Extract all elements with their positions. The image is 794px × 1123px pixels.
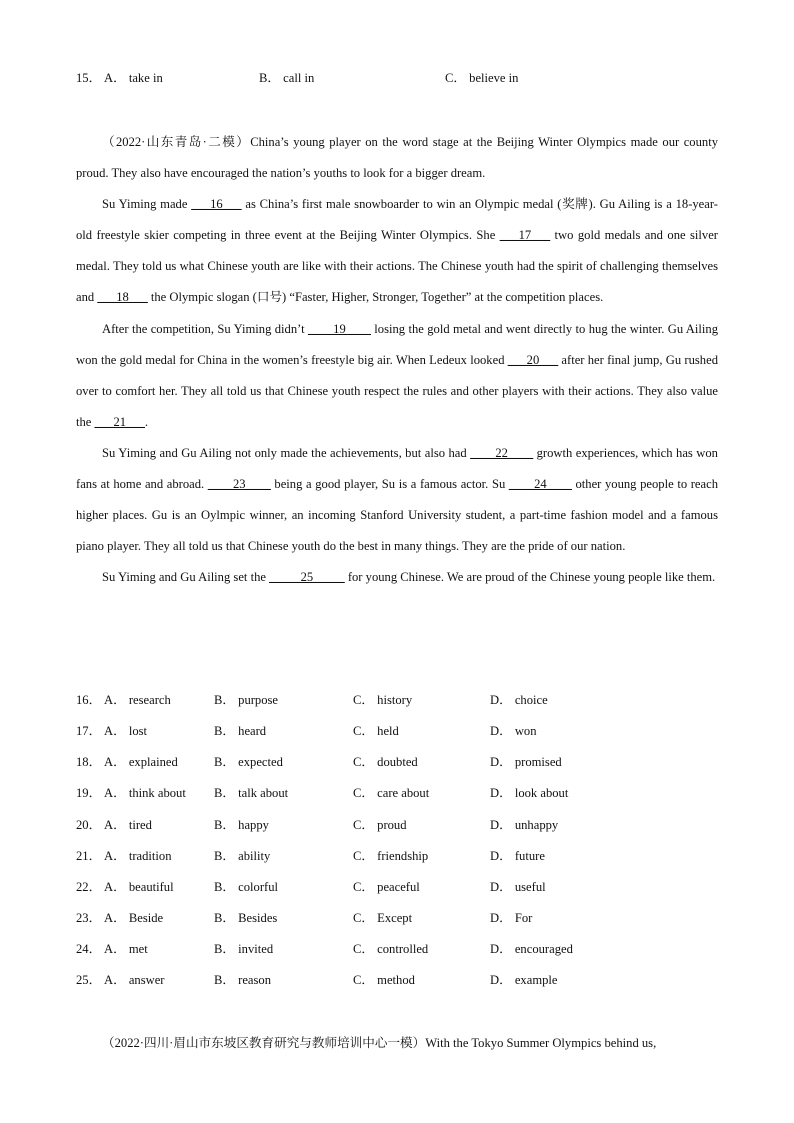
option-d: D． won bbox=[490, 724, 537, 739]
option-b: B． Besides bbox=[214, 910, 278, 925]
option-b: B． colorful bbox=[214, 879, 279, 894]
option-a: A． tired bbox=[104, 817, 152, 832]
option-b: B． ability bbox=[214, 848, 271, 863]
text-run: for young Chinese. We are proud of the Chinese young people like them. bbox=[344, 570, 716, 585]
option-c: C． care about bbox=[353, 786, 430, 801]
question-number: 24． bbox=[76, 942, 102, 957]
option-d: D． promised bbox=[490, 755, 562, 770]
question-row bbox=[76, 876, 736, 907]
option-b: B． purpose bbox=[214, 693, 279, 707]
option-a: A． met bbox=[104, 942, 148, 957]
cloze-passage bbox=[76, 127, 718, 593]
option-a: A． beautiful bbox=[104, 879, 174, 894]
option-c: C． proud bbox=[353, 817, 407, 832]
text-run: Su Yiming made bbox=[102, 197, 192, 212]
text-run: After the competition, Su Yiming didn’t bbox=[102, 321, 308, 336]
text-run: as China’s first male snowboarder to win an Olympic medal (奖牌). Gu Ailing is a 18-year-old freestyle skier competing in three event at the Beijing Winter Olympics. She bbox=[76, 197, 718, 243]
question-number: 20． bbox=[76, 817, 102, 832]
option-c: C． friendship bbox=[353, 848, 429, 863]
question-number: 15． bbox=[76, 71, 102, 85]
question-row bbox=[76, 782, 736, 813]
option-c: C． held bbox=[353, 724, 399, 739]
blank-22: ____22____ bbox=[470, 445, 534, 460]
option-b: B． invited bbox=[214, 942, 274, 957]
option-b: B． talk about bbox=[214, 786, 289, 801]
option-c: C． method bbox=[353, 973, 415, 988]
question-row bbox=[76, 969, 736, 1000]
question-number: 25． bbox=[76, 973, 102, 988]
option-b: B． call in bbox=[259, 71, 315, 85]
intro-text: With the Tokyo Summer Olympics behind us, bbox=[425, 1036, 657, 1050]
option-b: B． happy bbox=[214, 817, 269, 832]
option-c: C． history bbox=[353, 693, 413, 707]
text-run: other young people to reach higher places. Gu is an Oylmpic winner, an incoming Stanford University student, a part-time fashion model and a famous piano player. They all told us that Chinese youth do the best in many things. They are the pride of our nation. bbox=[76, 477, 719, 554]
text-run: two gold medals and one silver medal. They told us what Chinese youth are like with their actions. The Chinese youth had the spirit of challenging themselves and bbox=[76, 228, 718, 305]
option-d: D． encouraged bbox=[490, 942, 573, 957]
option-c: C． controlled bbox=[353, 942, 429, 957]
question-15 bbox=[76, 67, 736, 87]
paragraph-1 bbox=[76, 189, 718, 313]
question-number: 17． bbox=[76, 724, 102, 739]
option-a: A． answer bbox=[104, 973, 165, 988]
text-run: losing the gold metal and went directly to hug the winter. Gu Ailing won the gold medal for China in the women’s freestyle big air. When Ledeux looked bbox=[76, 321, 718, 367]
text-run: being a good player, Su is a famous actor. Su bbox=[270, 477, 509, 492]
blank-18: ___18___ bbox=[97, 290, 148, 305]
option-d: D． choice bbox=[490, 693, 548, 707]
blank-25: _____25_____ bbox=[269, 570, 345, 585]
passage-intro bbox=[76, 127, 718, 189]
text-run: growth experiences, which has won fans at home and abroad. bbox=[76, 445, 718, 492]
text-run: after her final jump, Gu rushed over to comfort her. They all told us that Chinese youth respect the rules and other players with their actions. They also value the bbox=[76, 352, 718, 429]
option-d: D． example bbox=[490, 973, 558, 988]
option-a: A． tradition bbox=[104, 848, 172, 863]
option-c: C． doubted bbox=[353, 755, 418, 770]
question-number: 18． bbox=[76, 755, 102, 770]
option-a: A． lost bbox=[104, 724, 148, 739]
text-run: . bbox=[144, 414, 149, 429]
option-c: C． peaceful bbox=[353, 879, 420, 894]
text-run: Su Yiming and Gu Ailing set the bbox=[102, 570, 270, 585]
blank-20: ___20___ bbox=[507, 352, 559, 367]
question-row bbox=[76, 751, 736, 782]
option-d: D． future bbox=[490, 848, 545, 863]
question-row bbox=[76, 938, 736, 969]
blank-17: ___17___ bbox=[499, 228, 551, 243]
question-row bbox=[76, 689, 736, 720]
option-a: A． explained bbox=[104, 755, 178, 770]
blank-16: ___16___ bbox=[191, 197, 242, 212]
option-a: A． Beside bbox=[104, 910, 164, 925]
paragraph-3 bbox=[76, 438, 718, 562]
blank-23: ____23____ bbox=[207, 477, 271, 492]
blank-19: ____19____ bbox=[307, 321, 371, 336]
option-d: D． unhappy bbox=[490, 817, 559, 832]
option-c: C． Except bbox=[353, 910, 413, 925]
option-b: B． heard bbox=[214, 724, 267, 739]
question-number: 16． bbox=[76, 693, 102, 707]
question-number: 23． bbox=[76, 910, 102, 925]
answer-options bbox=[76, 689, 736, 1000]
text-run: Su Yiming and Gu Ailing not only made the achievements, but also had bbox=[102, 445, 471, 460]
paragraph-2 bbox=[76, 314, 718, 438]
option-b: B． expected bbox=[214, 755, 283, 770]
text-run: the Olympic slogan (口号) “Faster, Higher, Stronger, Together” at the competition places. bbox=[147, 290, 604, 305]
option-d: D． useful bbox=[490, 879, 546, 894]
option-a: A． think about bbox=[104, 786, 186, 801]
intro-text: China’s young player on the word stage at the Beijing Winter Olympics made our county proud. They also have encouraged the nation’s youths to look for a bigger dream. bbox=[76, 135, 718, 181]
next-passage-intro bbox=[76, 1032, 722, 1051]
option-d: D． For bbox=[490, 910, 533, 925]
option-d: D． look about bbox=[490, 786, 569, 801]
option-a: A． take in bbox=[104, 71, 163, 85]
question-number: 21． bbox=[76, 848, 102, 863]
source-note: （2022·山东青岛·二模） bbox=[102, 135, 251, 149]
blank-21: ___21___ bbox=[94, 414, 145, 429]
question-row bbox=[76, 720, 736, 751]
question-number: 19． bbox=[76, 786, 102, 801]
paragraph-4 bbox=[76, 562, 718, 593]
source-note: （2022·四川·眉山市东坡区教育研究与教师培训中心一模） bbox=[102, 1036, 426, 1050]
question-row bbox=[76, 845, 736, 876]
option-c: C． believe in bbox=[445, 71, 519, 85]
question-number: 22． bbox=[76, 879, 102, 894]
blank-24: ____24____ bbox=[508, 477, 572, 492]
option-b: B． reason bbox=[214, 973, 272, 988]
question-row bbox=[76, 907, 736, 938]
question-row bbox=[76, 814, 736, 845]
option-a: A． research bbox=[104, 693, 171, 707]
